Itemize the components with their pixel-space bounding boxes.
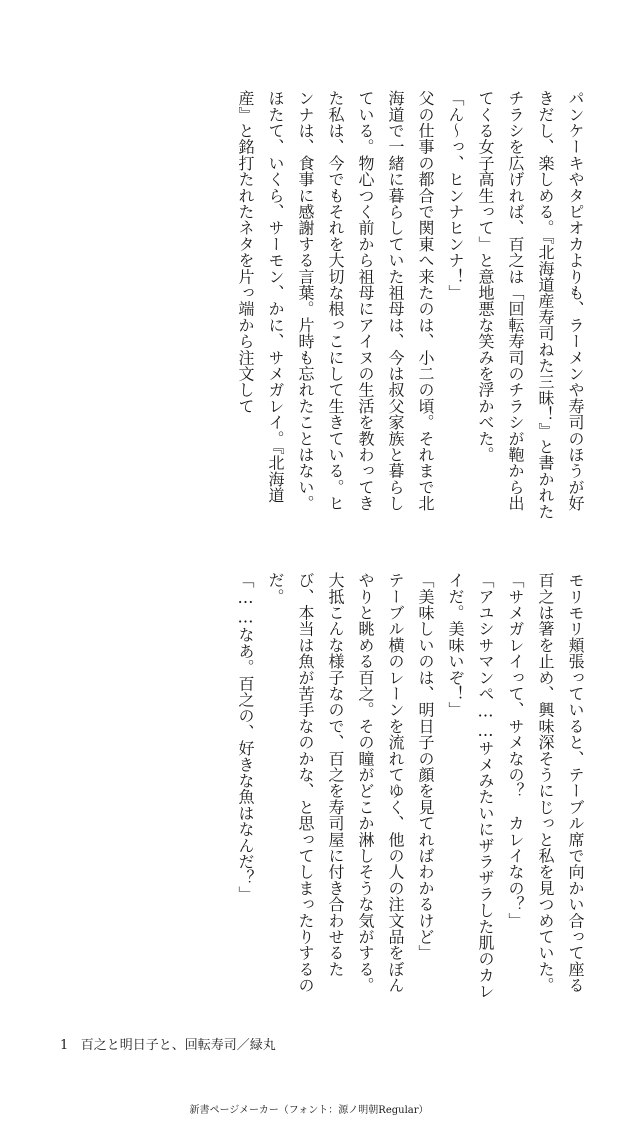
work-title: 百之と明日子と、回転寿司／緑丸 <box>80 1038 276 1053</box>
page-number: 1 <box>60 1038 69 1053</box>
paragraph: 「アユシサマンペ……サメみたいにザラザラした肌のカレイだ。美味いぞ！」 <box>446 572 495 1000</box>
paragraph: モリモリ頬張っていると、テーブル席で向かい合って座る百之は箸を止め、興味深そうにじっと私を見つめていた。 <box>536 572 585 994</box>
paragraph: 「ん〜っ、ヒンナヒンナ！」 <box>446 90 465 301</box>
paragraph: 父の仕事の都合で関東へ来たのは、小二の頃。それまで北海道で一緒に暮らしていた祖母は、今は叔父家族と暮らしている。物心つく前から祖母にアイヌの生活を教わってきた私は、今でもそれを大切な根っこにして生きている。ヒンナは、食事に感謝する言葉。片時も忘れたことはない。 <box>296 90 435 512</box>
paragraph: 「サメガレイって、サメなの？ カレイなの？」 <box>506 572 525 929</box>
paragraph: 「……なあ。百之の、好きな魚はなんだ？」 <box>236 572 255 902</box>
text-block-upper <box>30 90 590 522</box>
paragraph: テーブル横のレーンを流れてゆく、他の人の注文品をぼんやりと眺める百之。その瞳がどこか淋しそうな気がする。大抵こんな様子なので、百之を寿司屋に付き合わせるたび、本当は魚が苦手なのかな、と思ってしまったりするのだ。 <box>266 572 405 994</box>
page-footer <box>60 1038 276 1054</box>
paragraph: 「美味しいのは、明日子の顔を見てればわかるけど」 <box>416 572 435 961</box>
paragraph: ほたて、いくら、サーモン、かに、サメガレイ。『北海道産』と銘打たれたネタを片っ端から注文して <box>236 90 285 504</box>
paragraph: パンケーキやタピオカよりも、ラーメンや寿司のほうが好きだし、楽しめる。『北海道産寿司ねた三昧！』と書かれたチラシを広げれば、百之は「回転寿司のチラシが鞄から出てくる女子高生って」と意地悪な笑みを浮かべた。 <box>476 90 585 520</box>
generator-credit: 新書ページメーカー（フォント：源ノ明朝Regular） <box>189 1105 429 1116</box>
text-block-lower <box>30 572 590 1004</box>
